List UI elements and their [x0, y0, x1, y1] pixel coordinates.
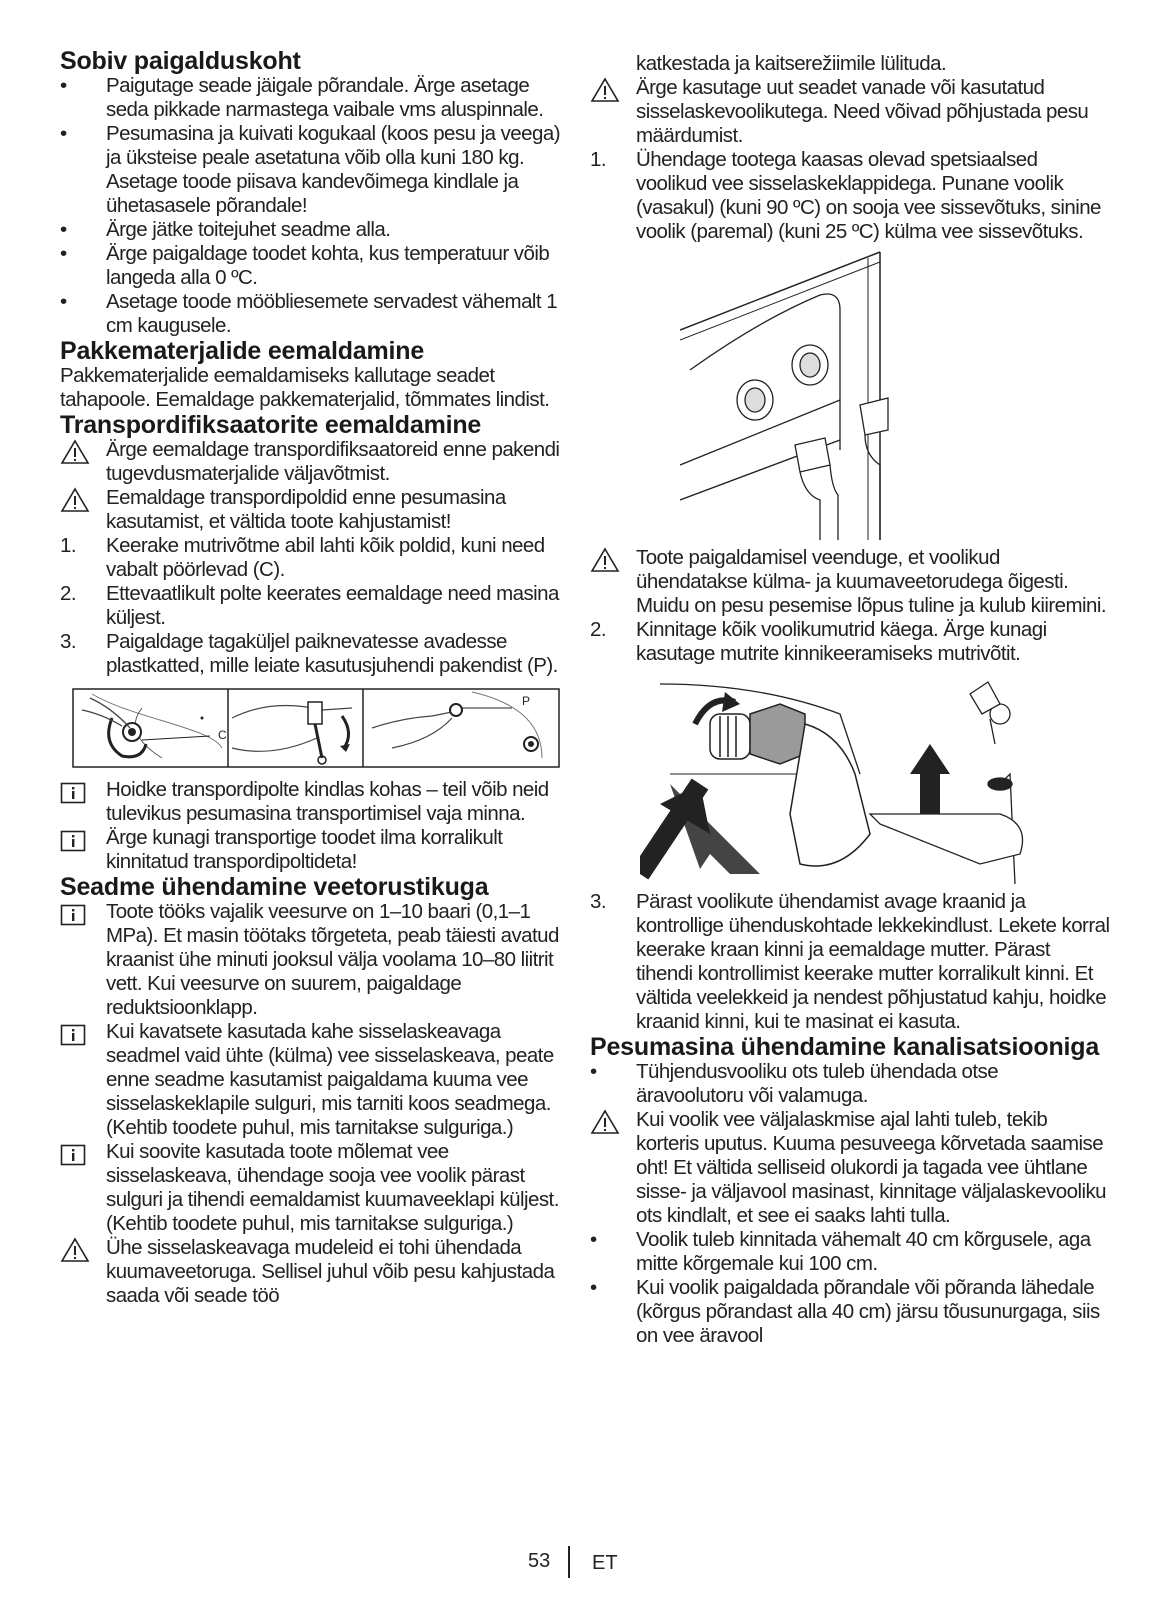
info-icon	[60, 782, 86, 804]
info-note: Kui soovite kasutada toote mõlemat vee sisselaskeava, ühendage sooja vee voolik pärast sulguri ja tihendi eemaldamist kuumaveeklapi küljest. (Kehtib toodete puhul, mis tarnitakse sulguriga.)	[60, 1140, 560, 1236]
warning-note: Eemaldage transpordipoldid enne pesumasina kasutamist, et vältida toote kahjustamist!	[60, 486, 560, 534]
step-item: 2. Kinnitage kõik voolikumutrid käega. Ärge kunagi kasutage mutrite kinnikeeramiseks mutrivõtit.	[590, 618, 1047, 665]
list-item: • Voolik tuleb kinnitada vähemalt 40 cm kõrgusele, aga mitte kõrgemale kui 100 cm.	[590, 1228, 1091, 1275]
list-item: • Paigutage seade jäigale põrandale. Ärge asetage seda pikkade narmastega vaibale vms aluspinnale.	[60, 74, 544, 121]
warning-icon	[60, 1237, 90, 1263]
list-item: • Kui voolik paigaldada põrandale või põranda lähedale (kõrgus põrandast alla 40 cm) järsu tõusunurgaga, siis on vee äravool	[590, 1276, 1100, 1347]
continued-text: katkestada ja kaitserežiimile lülituda.	[636, 52, 947, 75]
warning-note: Toote paigaldamisel veenduge, et voolikud ühendatakse külma- ja kuumaveetorudega õigesti. Muidu on pesu pesemise lõpus tuline ja kulub kiiremini.	[590, 546, 1110, 618]
hose-nut-figure	[640, 674, 1060, 884]
page-number: 53	[528, 1550, 551, 1572]
warning-note: Ühe sisselaskeavaga mudeleid ei tohi ühendada kuumaveetoruga. Sellisel juhul võib pesu kahjustada saada või seade töö	[60, 1236, 560, 1308]
section-title-drain-connection: Pesumasina ühendamine kanalisatsiooniga	[590, 1033, 1100, 1061]
step-item: 1. Keerake mutrivõtme abil lahti kõik poldid, kuni need vabalt pöörlevad (C).	[60, 534, 545, 581]
info-icon	[60, 1144, 86, 1166]
step-item: 2. Ettevaatlikult polte keerates eemaldage need masina küljest.	[60, 582, 559, 629]
placement-bullets	[60, 74, 560, 338]
section-title-transport-bolts: Transpordifiksaatorite eemaldamine	[60, 411, 482, 439]
list-item: • Ärge jätke toitejuhet seadme alla.	[60, 218, 391, 241]
info-note: Ärge kunagi transportige toodet ilma korralikult kinnitatud transpordipoltideta!	[60, 826, 560, 874]
step-item: 3. Paigaldage tagaküljel paiknevatesse avadesse plastkatted, mille leiate kasutusjuhendi pakendist (P).	[60, 630, 558, 677]
language-code: ET	[592, 1552, 618, 1574]
inlet-valves-figure	[680, 250, 890, 540]
info-icon	[60, 830, 86, 852]
transport-bolt-figure	[72, 688, 560, 768]
warning-note: Kui voolik vee väljalaskmise ajal lahti tuleb, tekib korteris uputus. Kuuma pesuveega kõrvetada saamise oht! Et vältida selliseid olukordi ja tagada vee ühtlane sisse- ja väljavool masinast, kinnitage väljalaskevooliku ots kindlalt, et see ei saaks lahti tulla.	[590, 1108, 1110, 1228]
info-note: Kui kavatsete kasutada kahe sisselaskeavaga seadmel vaid ühte (külma) vee sisselaskeava, peate enne seadme kasutamist paigaldama kuuma vee sisselaskeklapile sulguri, mis tarniti koos seadmega. (Kehtib toodete puhul, mis tarnitakse sulguriga.)	[60, 1020, 560, 1140]
list-item: • Asetage toode mööbliesemete servadest vähemalt 1 cm kaugusele.	[60, 290, 558, 337]
hose-nut-illustration	[640, 674, 1060, 884]
warning-icon	[590, 77, 620, 103]
section-title-water-connection: Seadme ühendamine veetorustikuga	[60, 873, 489, 901]
warning-note: Ärge kasutage uut seadet vanade või kasutatud sisselaskevoolikutega. Need võivad põhjustada pesu määrdumist.	[590, 76, 1110, 148]
warning-icon	[60, 487, 90, 513]
info-note: Hoidke transpordipolte kindlas kohas – teil võib neid tulevikus pesumasina transportimisel vaja minna.	[60, 778, 560, 826]
footer-divider	[568, 1546, 570, 1578]
info-note: Toote tööks vajalik veesurve on 1–10 baari (0,1–1 MPa). Et masin töötaks tõrgeteta, peab täiesti avatud kraanist ühe minuti jooksul välja voolama 10–80 liitrit vett. Kui veesurve on suurem, paigaldage reduktsioonklapp.	[60, 900, 560, 1020]
bolt-removal-illustration	[72, 688, 560, 768]
figure-label-c: C	[218, 728, 227, 742]
section-title-packaging: Pakkematerjalide eemaldamine	[60, 337, 425, 365]
section-title-placement: Sobiv paigalduskoht	[60, 47, 301, 75]
step-item: 1. Ühendage tootega kaasas olevad spetsiaalsed voolikud vee sisselaskeklappidega. Punane voolik (vasakul) (kuni 90 ºC) on sooja vee sissevõtuks, sinine voolik (paremal) (kuni 25 ºC) külma vee sissevõtuks.	[590, 148, 1101, 243]
page-footer	[0, 1548, 1166, 1588]
info-icon	[60, 1024, 86, 1046]
inlet-valves-illustration	[680, 250, 890, 540]
packaging-text: Pakkematerjalide eemaldamiseks kallutage seadet tahapoole. Eemaldage pakkematerjalid, tõmmates lindist.	[60, 364, 550, 411]
warning-icon	[60, 439, 90, 465]
list-item: • Pesumasina ja kuivati kogukaal (koos pesu ja veega) ja üksteise peale asetatuna võib olla kuni 180 kg. Asetage toode piisava kandevõimega kindlale ja ühetasasele põrandale!	[60, 122, 560, 217]
warning-note: Ärge eemaldage transpordifiksaatoreid enne pakendi tugevdusmaterjalide väljavõtmist.	[60, 438, 560, 486]
step-item: 3. Pärast voolikute ühendamist avage kraanid ja kontrollige ühenduskohtade lekkekindlust. Lekete korral keerake kraan kinni ja eemaldage mutter. Pärast tihendi kontrollimist keerake mutter korralikult kinni. Et vältida veelekkeid ja nendest põhjustatud kahju, hoidke kraanid kinni, kui te masinat ei kasuta.	[590, 890, 1110, 1033]
list-item: • Tühjendusvooliku ots tuleb ühendada otse äravoolutoru või valamuga.	[590, 1060, 999, 1107]
info-icon	[60, 904, 86, 926]
warning-icon	[590, 1109, 620, 1135]
left-column	[60, 48, 560, 1308]
warning-icon	[590, 547, 620, 573]
list-item: • Ärge paigaldage toodet kohta, kus temperatuur võib langeda alla 0 ºC.	[60, 242, 550, 289]
right-column	[590, 52, 1110, 1348]
figure-label-p: P	[522, 694, 531, 708]
